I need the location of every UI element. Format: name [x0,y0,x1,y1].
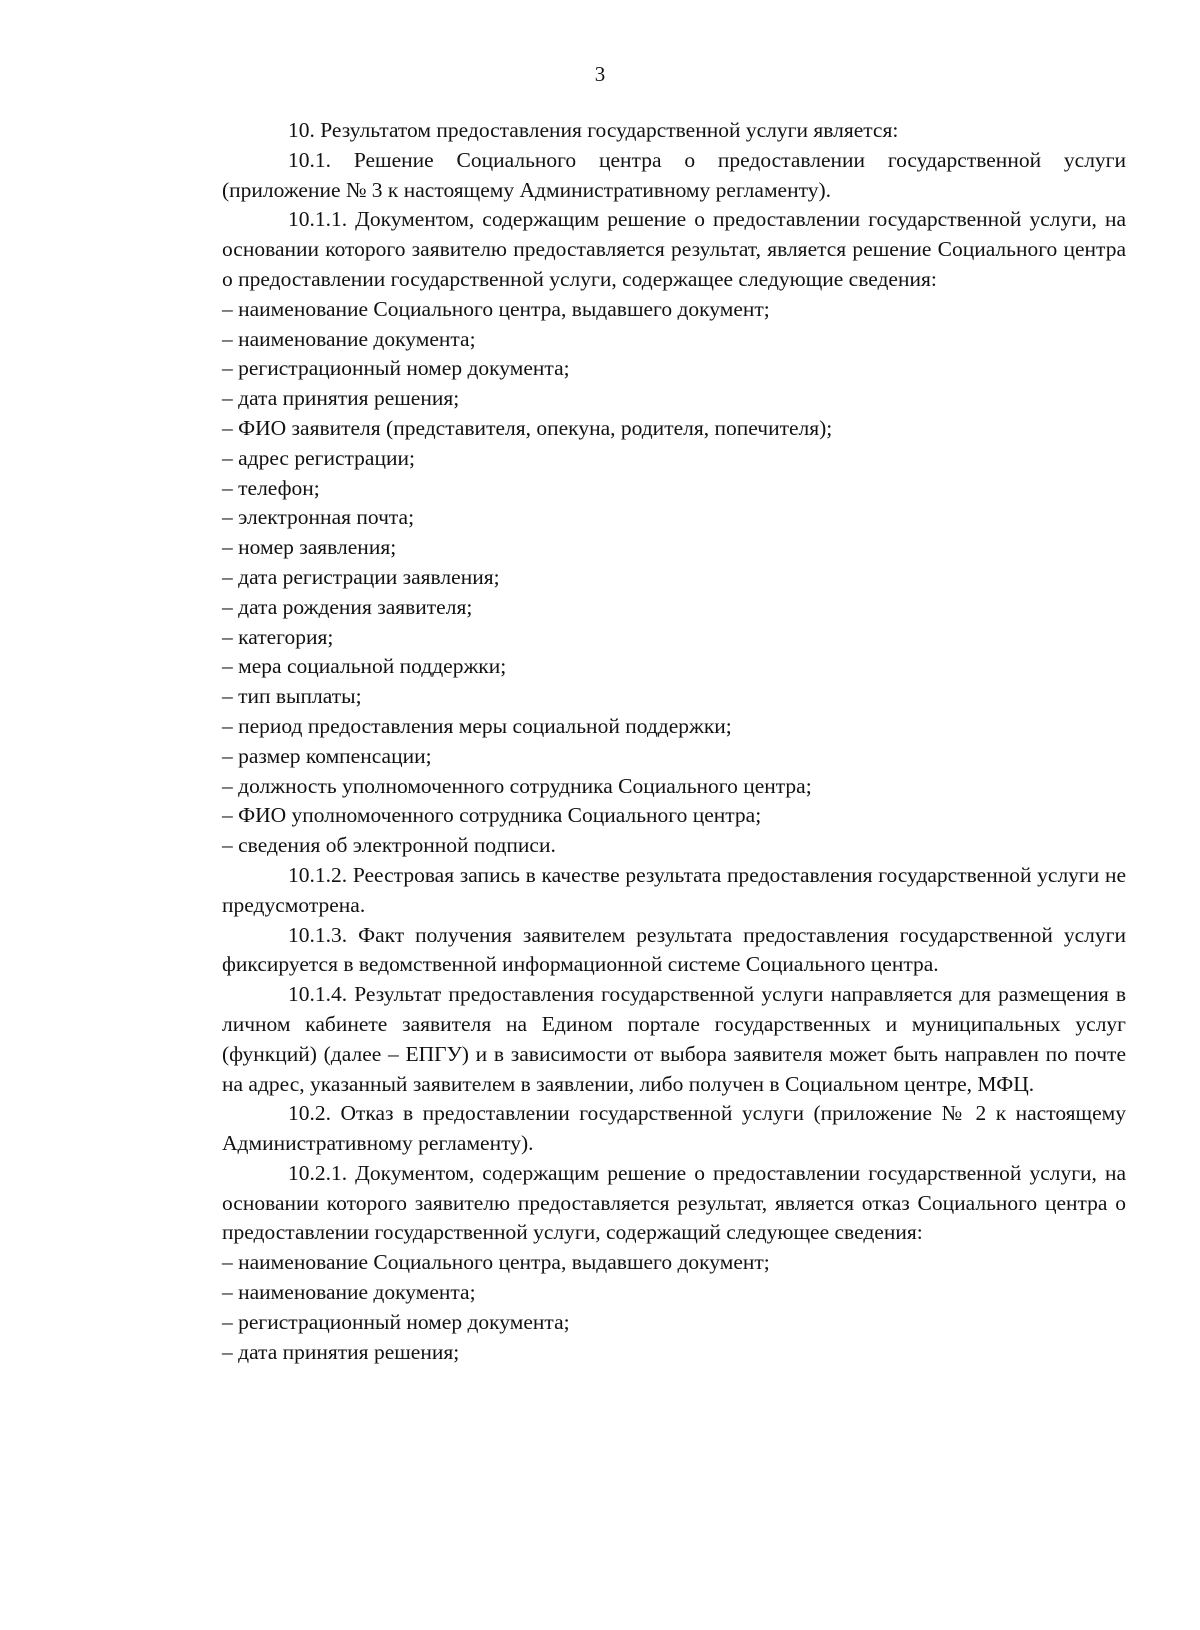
list-item: – наименование документа; [222,326,476,351]
paragraph-10-1-3: 10.1.3. Факт получения заявителем результата предоставления государственной услуги фиксируется в ведомственной информационной системе Социального центра. [222,922,1126,977]
list-item: – наименование Социального центра, выдавшего документ; [222,1250,770,1275]
document-body [222,116,1126,1367]
list-item: – сведения об электронной подписи. [222,833,556,858]
list-item: – размер компенсации; [222,743,432,768]
list-item: – адрес регистрации; [222,445,415,470]
paragraph-10-1-4: 10.1.4. Результат предоставления государственной услуги направляется для размещения в личном кабинете заявителя на Едином портале государственных и муниципальных услуг (функций) (далее – ЕПГУ) и в зависимости от выбора заявителя может быть направлен по почте на адрес, указанный заявителем в заявлении, либо получен в Социальном центре, МФЦ. [222,982,1126,1096]
list-item: – тип выплаты; [222,684,362,709]
paragraph-10-1: 10.1. Решение Социального центра о предоставлении государственной услуги (приложение № 3 к настоящему Административному регламенту). [222,147,1126,202]
list-item: – дата принятия решения; [222,386,460,411]
list-item: – дата принятия решения; [222,1339,460,1364]
list-item: – дата регистрации заявления; [222,564,500,589]
list-item: – период предоставления меры социальной поддержки; [222,713,732,738]
list-item: – электронная почта; [222,505,415,530]
list-item: – ФИО уполномоченного сотрудника Социального центра; [222,803,762,828]
list-item: – регистрационный номер документа; [222,356,570,381]
list-item: – телефон; [222,475,320,500]
list-item: – категория; [222,624,334,649]
list-item: – мера социальной поддержки; [222,654,507,679]
list-item: – должность уполномоченного сотрудника Социального центра; [222,773,812,798]
list-item: – регистрационный номер документа; [222,1309,570,1334]
list-item: – наименование документа; [222,1280,476,1305]
page-number: 3 [594,62,606,86]
paragraph-10-2-1: 10.2.1. Документом, содержащим решение о предоставлении государственной услуги, на основании которого заявителю предоставляется результат, является отказ Социального центра о предоставлении государственной услуги, содержащий следующее сведения: [222,1160,1126,1245]
paragraph-10: 10. Результатом предоставления государственной услуги является: [288,118,899,142]
list-item: – наименование Социального центра, выдавшего документ; [222,296,770,321]
list-item: – номер заявления; [222,535,397,560]
paragraph-10-1-2: 10.1.2. Реестровая запись в качестве результата предоставления государственной услуги не предусмотрена. [222,862,1126,917]
list-item: – дата рождения заявителя; [222,594,473,619]
paragraph-10-1-1: 10.1.1. Документом, содержащим решение о предоставлении государственной услуги, на основании которого заявителю предоставляется результат, является решение Социального центра о предоставлении государственной услуги, содержащее следующие сведения: [222,207,1126,291]
list-item: – ФИО заявителя (представителя, опекуна, родителя, попечителя); [222,415,833,440]
paragraph-10-2: 10.2. Отказ в предоставлении государственной услуги (приложение № 2 к настоящему Административному регламенту). [222,1101,1126,1156]
